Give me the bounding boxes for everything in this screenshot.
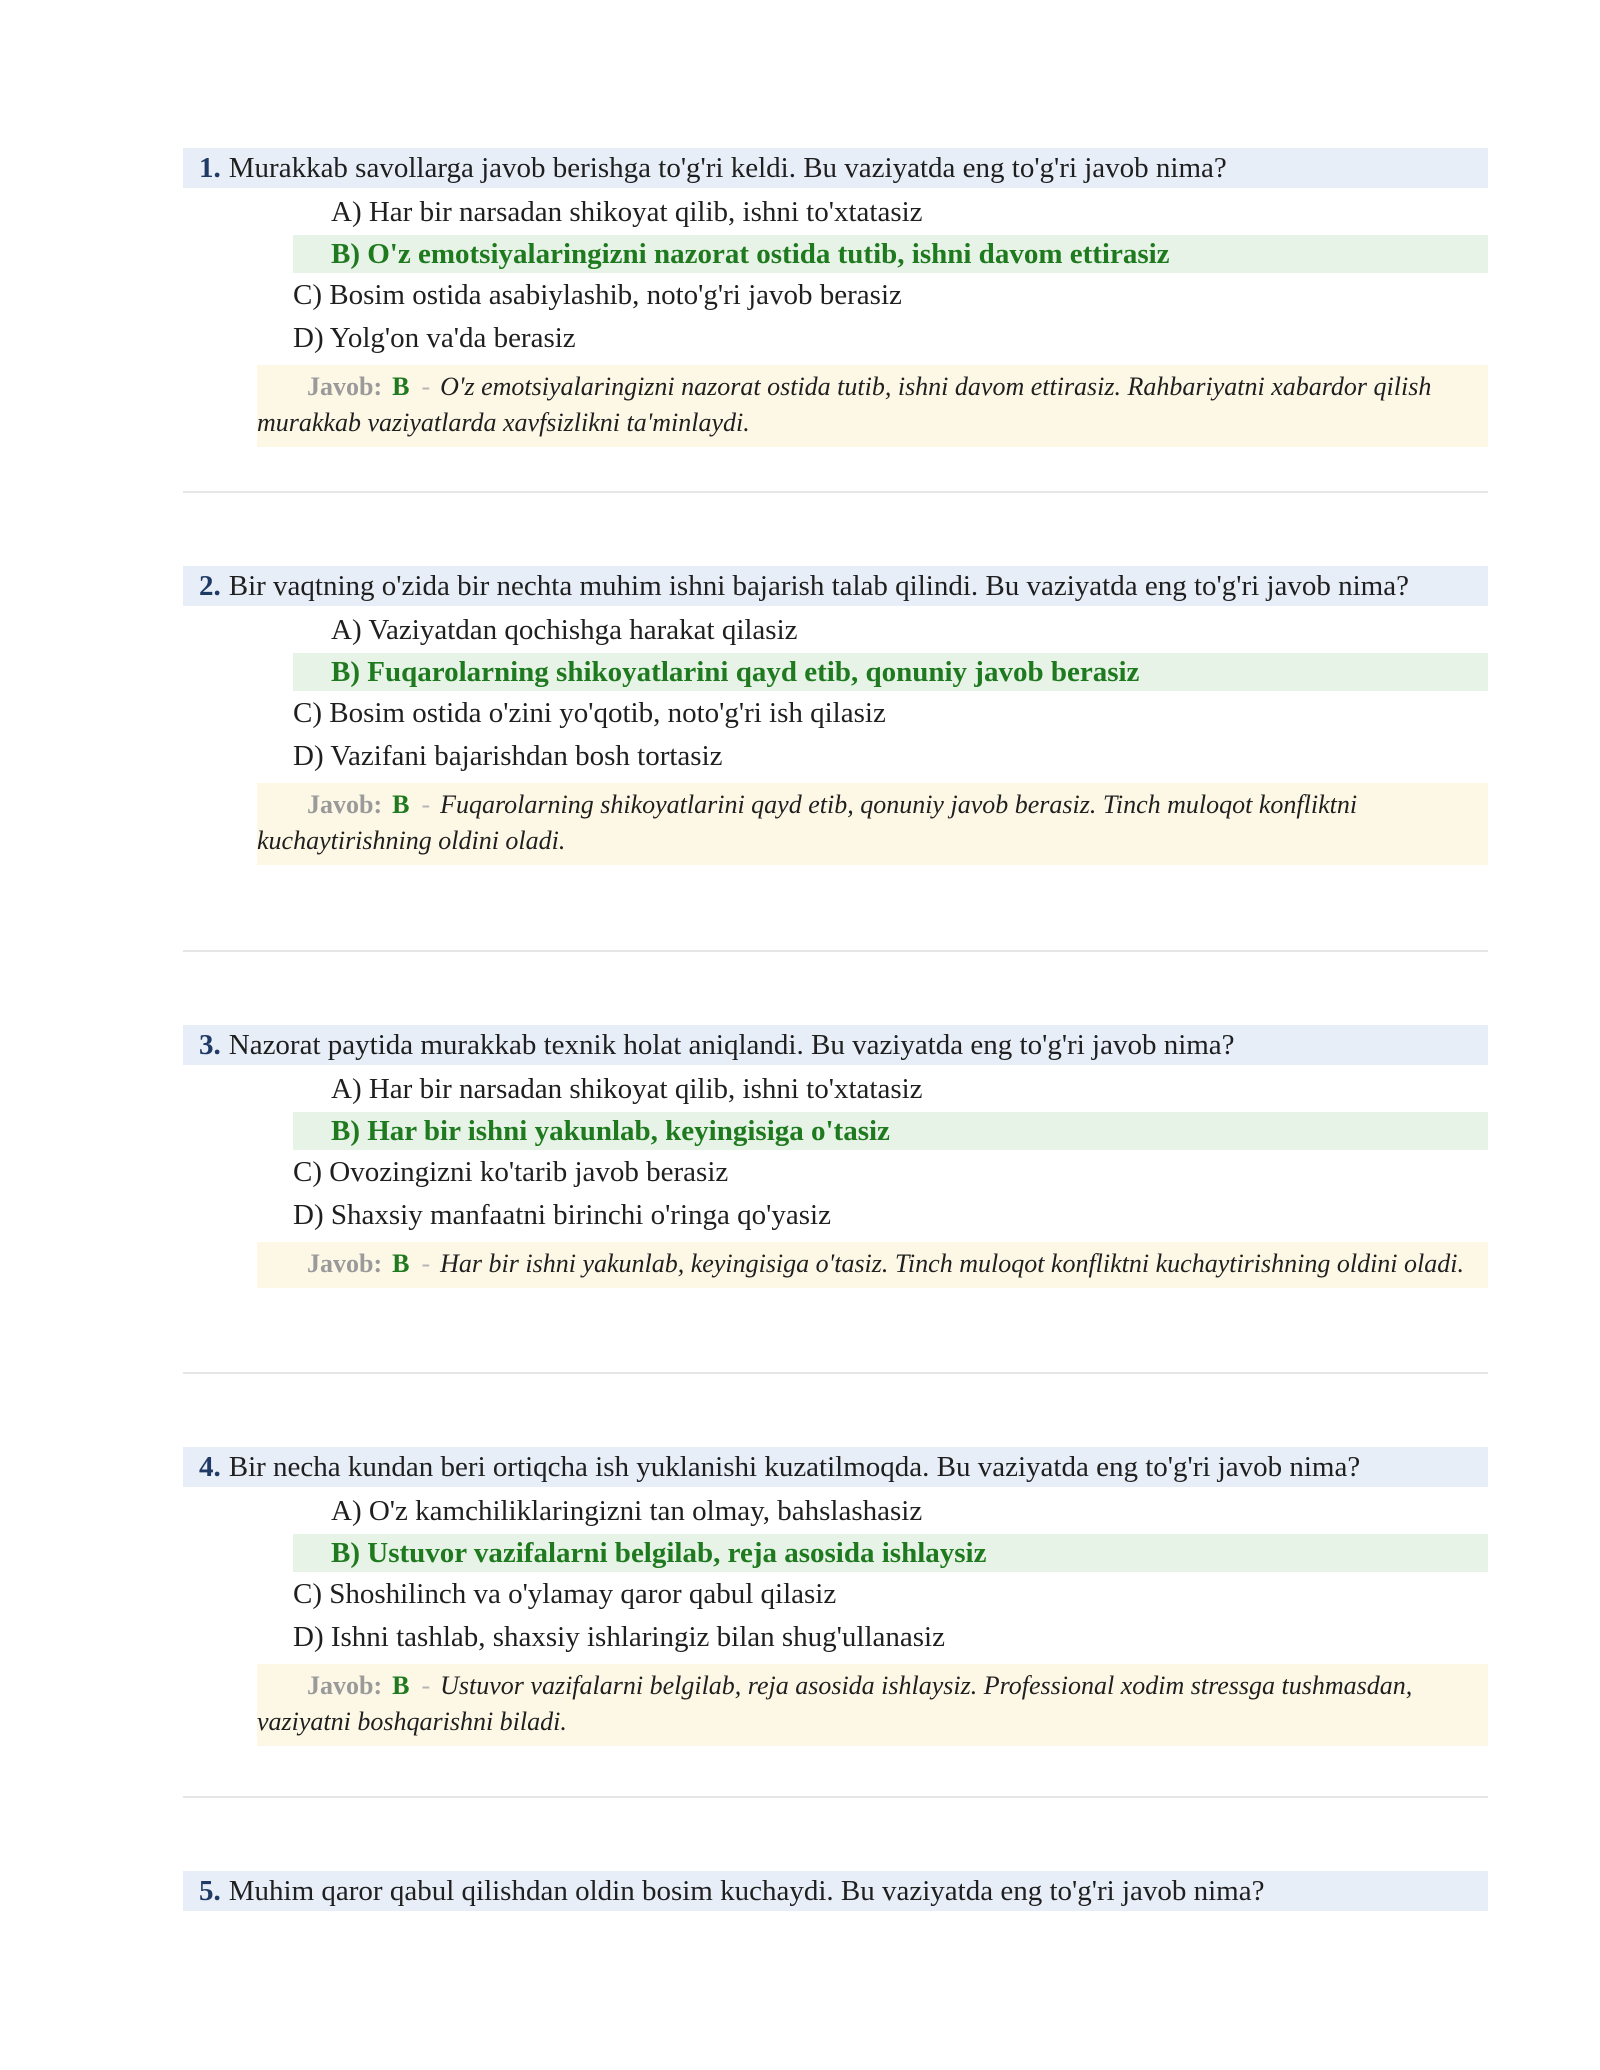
question-block <box>183 1447 1488 1746</box>
question-text: Murakkab savollarga javob berishga to'g'ri keldi. Bu vaziyatda eng to'g'ri javob nima? <box>228 152 1227 184</box>
answer-box <box>257 783 1488 865</box>
option-c: C) Bosim ostida o'zini yo'qotib, noto'g'ri ish qilasiz <box>293 697 886 729</box>
option-c: C) Ovozingizni ko'tarib javob berasiz <box>293 1156 729 1188</box>
question-heading <box>183 566 1488 606</box>
question-text: Nazorat paytida murakkab texnik holat aniqlandi. Bu vaziyatda eng to'g'ri javob nima? <box>228 1029 1235 1061</box>
question-text: Muhim qaror qabul qilishdan oldin bosim kuchaydi. Bu vaziyatda eng to'g'ri javob nima? <box>228 1875 1265 1907</box>
question-separator <box>183 950 1488 952</box>
answer-explanation: Ustuvor vazifalarni belgilab, reja asosida ishlaysiz. Professional xodim stressga tushmasdan, vaziyatni boshqarishni biladi. <box>257 1671 1413 1736</box>
answer-explanation: O'z emotsiyalaringizni nazorat ostida tutib, ishni davom ettirasiz. Rahbariyatni xabardor qilish murakkab vaziyatlarda xavfsizlikni ta'minlaydi. <box>257 372 1432 437</box>
question-separator <box>183 491 1488 493</box>
question-number: 3. <box>199 1029 221 1061</box>
question-number: 2. <box>199 570 221 602</box>
option-a: A) Har bir narsadan shikoyat qilib, ishni to'xtatasiz <box>331 196 923 228</box>
option-b-correct: B) Fuqarolarning shikoyatlarini qayd etib, qonuniy javob berasiz <box>293 653 1488 691</box>
question-number: 4. <box>199 1451 221 1483</box>
option-a: A) Vaziyatdan qochishga harakat qilasiz <box>331 614 798 646</box>
answer-letter: B <box>392 372 410 401</box>
answer-dash: - <box>421 1671 431 1700</box>
option-b-correct: B) O'z emotsiyalaringizni nazorat ostida tutib, ishni davom ettirasiz <box>293 235 1488 273</box>
question-heading <box>183 1025 1488 1065</box>
answer-box <box>257 365 1488 447</box>
answer-letter: B <box>392 1671 410 1700</box>
question-number: 5. <box>199 1875 221 1907</box>
option-d: D) Shaxsiy manfaatni birinchi o'ringa qo'yasiz <box>293 1199 831 1231</box>
option-c: C) Shoshilinch va o'ylamay qaror qabul qilasiz <box>293 1578 837 1610</box>
answer-explanation: Fuqarolarning shikoyatlarini qayd etib, qonuniy javob berasiz. Tinch muloqot konfliktni kuchaytirishning oldini oladi. <box>257 790 1358 855</box>
answer-label: Javob: <box>307 790 383 819</box>
answer-box <box>257 1664 1488 1746</box>
option-c: C) Bosim ostida asabiylashib, noto'g'ri javob berasiz <box>293 279 902 311</box>
question-block <box>183 1871 1488 1915</box>
option-a: A) Har bir narsadan shikoyat qilib, ishni to'xtatasiz <box>331 1073 923 1105</box>
question-separator <box>183 1372 1488 1374</box>
question-text: Bir vaqtning o'zida bir nechta muhim ishni bajarish talab qilindi. Bu vaziyatda eng to'g'ri javob nima? <box>228 570 1409 602</box>
answer-dash: - <box>421 1249 431 1278</box>
question-separator <box>183 1796 1488 1798</box>
question-block <box>183 566 1488 865</box>
question-text: Bir necha kundan beri ortiqcha ish yuklanishi kuzatilmoqda. Bu vaziyatda eng to'g'ri javob nima? <box>228 1451 1361 1483</box>
answer-label: Javob: <box>307 372 383 401</box>
answer-dash: - <box>421 372 431 401</box>
option-b-correct: B) Ustuvor vazifalarni belgilab, reja asosida ishlaysiz <box>293 1534 1488 1572</box>
option-d: D) Ishni tashlab, shaxsiy ishlaringiz bilan shug'ullanasiz <box>293 1621 945 1653</box>
answer-label: Javob: <box>307 1249 383 1278</box>
question-heading <box>183 1447 1488 1487</box>
question-number: 1. <box>199 152 221 184</box>
question-block <box>183 1025 1488 1288</box>
answer-letter: B <box>392 790 410 819</box>
option-d: D) Vazifani bajarishdan bosh tortasiz <box>293 740 723 772</box>
question-heading <box>183 1871 1488 1911</box>
answer-box <box>257 1242 1488 1288</box>
answer-letter: B <box>392 1249 410 1278</box>
question-heading <box>183 148 1488 188</box>
answer-explanation: Har bir ishni yakunlab, keyingisiga o'tasiz. Tinch muloqot konfliktni kuchaytirishning oldini oladi. <box>440 1249 1464 1278</box>
answer-dash: - <box>421 790 431 819</box>
option-d: D) Yolg'on va'da berasiz <box>293 322 576 354</box>
option-a: A) O'z kamchiliklaringizni tan olmay, bahslashasiz <box>331 1495 923 1527</box>
answer-label: Javob: <box>307 1671 383 1700</box>
option-b-correct: B) Har bir ishni yakunlab, keyingisiga o'tasiz <box>293 1112 1488 1150</box>
question-block <box>183 148 1488 447</box>
